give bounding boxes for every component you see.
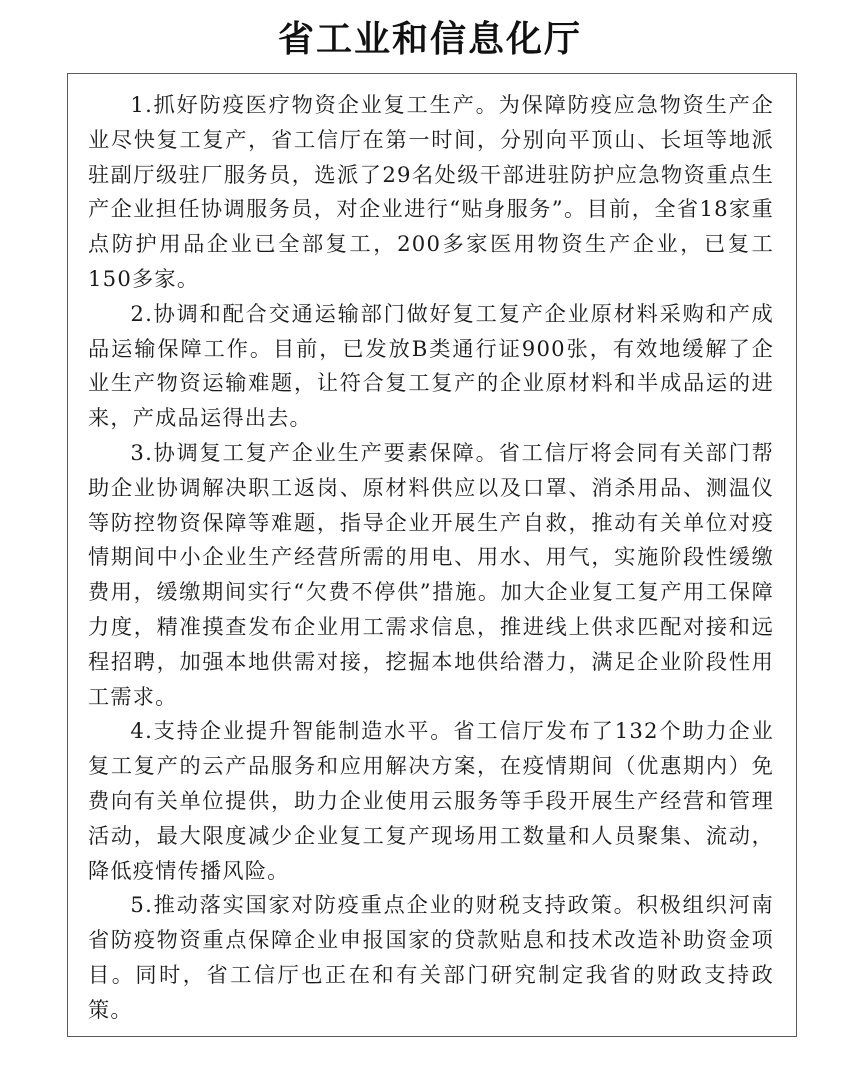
paragraph-5: 5.推动落实国家对防疫重点企业的财税支持政策。积极组织河南省防疫物资重点保障企业申报国家的贷款贴息和技术改造补助资金项目。同时，省工信厅也正在和有关部门研究制定我省的财政支持政策。 [88, 892, 774, 1022]
document-title: 省工业和信息化厅 [277, 19, 582, 60]
paragraph-1: 1.抓好防疫医疗物资企业复工生产。为保障防疫应急物资生产企业尽快复工复产，省工信厅在第一时间，分别向平顶山、长垣等地派驻副厅级驻厂服务员，选派了29名处级干部进驻防护应急物资重点生产企业担任协调服务员，对企业进行“贴身服务”。目前，全省18家重点防护用品企业已全部复工，200多家医用物资生产企业，已复工150多家。 [88, 92, 774, 291]
paragraph-3: 3.协调复工复产企业生产要素保障。省工信厅将会同有关部门帮助企业协调解决职工返岗、原材料供应以及口罩、消杀用品、测温仪等防控物资保障等难题，指导企业开展生产自救，推动有关单位对疫情期间中小企业生产经营所需的用电、用水、用气，实施阶段性缓缴费用，缓缴期间实行“欠费不停供”措施。加大企业复工复产用工保障力度，精准摸查发布企业用工需求信息，推进线上供求匹配对接和远程招聘，加强本地供需对接，挖掘本地供给潜力，满足企业阶段性用工需求。 [88, 439, 774, 709]
content-box [67, 73, 797, 1037]
paragraph-4: 4.支持企业提升智能制造水平。省工信厅发布了132个助力企业复工复产的云产品服务和应用解决方案，在疫情期间（优惠期内）免费向有关单位提供，助力企业使用云服务等手段开展生产经营和管理活动，最大限度减少企业复工复产现场用工数量和人员聚集、流动，降低疫情传播风险。 [88, 718, 774, 883]
paragraph-2: 2.协调和配合交通运输部门做好复工复产企业原材料采购和产成品运输保障工作。目前，已发放B类通行证900张，有效地缓解了企业生产物资运输难题，让符合复工复产的企业原材料和半成品运的进来，产成品运得出去。 [88, 300, 774, 431]
